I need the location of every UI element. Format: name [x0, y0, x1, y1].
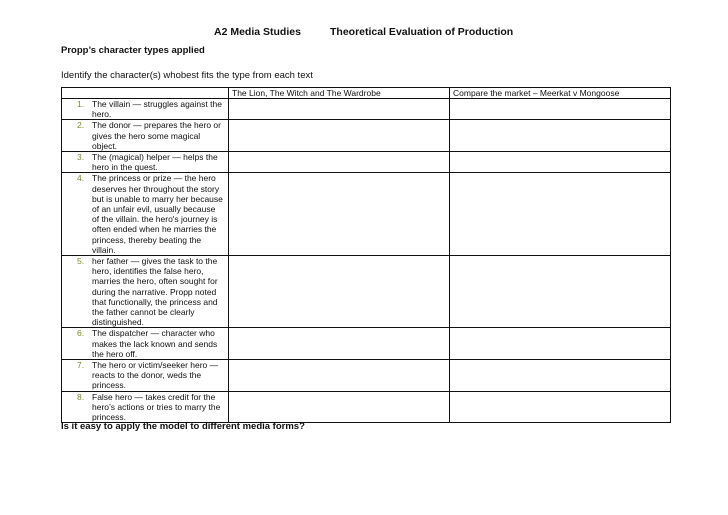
character-type-cell [62, 328, 229, 360]
list-number: 8. [77, 391, 85, 402]
answer-cell-meerkat[interactable] [450, 328, 671, 360]
character-type-cell [62, 152, 229, 173]
character-type-cell [62, 256, 229, 328]
table-row [62, 173, 671, 256]
table-row [62, 391, 671, 423]
answer-cell-lion[interactable] [229, 152, 450, 173]
table-row [62, 120, 671, 152]
character-type-text: The villain — struggles against the hero. [92, 99, 222, 120]
answer-cell-lion[interactable] [229, 173, 450, 256]
character-type-text: False hero — takes credit for the hero’s actions or tries to marry the princess. [92, 391, 221, 423]
answer-cell-meerkat[interactable] [450, 256, 671, 328]
answer-cell-lion[interactable] [229, 360, 450, 392]
column-header-types [62, 88, 229, 99]
answer-cell-lion[interactable] [229, 328, 450, 360]
table-row [62, 360, 671, 392]
instruction-text: Identify the character(s) whobest fits the type from each text [61, 70, 313, 81]
answer-cell-meerkat[interactable] [450, 173, 671, 256]
answer-cell-lion[interactable] [229, 120, 450, 152]
character-type-text: The (magical) helper — helps the hero in the quest. [92, 152, 218, 173]
character-type-cell [62, 173, 229, 256]
document-title: Theoretical Evaluation of Production [330, 26, 514, 38]
character-type-cell [62, 120, 229, 152]
column-header-compare-the-market: Compare the market – Meerkat v Mongoose [450, 88, 671, 99]
character-type-text: her father — gives the task to the hero, identifies the false hero, marries the hero, often sought for during the narrative. Propp noted that functionally, the princess and the father cannot be clearly distinguished. [92, 256, 218, 328]
course-title: A2 Media Studies [214, 26, 301, 38]
answer-cell-meerkat[interactable] [450, 99, 671, 120]
answer-cell-lion[interactable] [229, 99, 450, 120]
table-row [62, 99, 671, 120]
list-number: 4. [77, 173, 85, 184]
document-header [0, 26, 728, 40]
character-type-cell [62, 360, 229, 392]
list-number: 7. [77, 360, 85, 371]
character-type-cell [62, 99, 229, 120]
table-row [62, 328, 671, 360]
answer-cell-meerkat[interactable] [450, 152, 671, 173]
character-type-text: The donor — prepares the hero or gives the hero some magical object. [92, 120, 221, 151]
answer-cell-meerkat[interactable] [450, 391, 671, 423]
table-header-row [62, 88, 671, 99]
answer-cell-lion[interactable] [229, 256, 450, 328]
table-row [62, 152, 671, 173]
section-subtitle: Propp’s character types applied [61, 45, 205, 56]
list-number: 5. [77, 256, 85, 267]
list-number: 3. [77, 152, 85, 163]
character-type-cell [62, 391, 229, 423]
discussion-question: Is it easy to apply the model to different media forms? [61, 421, 305, 432]
answer-cell-meerkat[interactable] [450, 360, 671, 392]
list-number: 6. [77, 328, 85, 339]
table-row [62, 256, 671, 328]
list-number: 2. [77, 120, 85, 131]
answer-cell-meerkat[interactable] [450, 120, 671, 152]
character-type-text: The princess or prize — the hero deserves her throughout the story but is unable to marry her because of an unfair evil, usually because of the villain. the hero's journey is often ended when he marries the princess, thereby beating the villain. [92, 173, 223, 255]
character-types-table [61, 87, 671, 423]
character-type-text: The dispatcher — character who makes the lack known and sends the hero off. [92, 328, 218, 359]
column-header-lion-witch-wardrobe: The Lion, The Witch and The Wardrobe [229, 88, 450, 99]
answer-cell-lion[interactable] [229, 391, 450, 423]
character-type-text: The hero or victim/seeker hero — reacts to the donor, weds the princess. [92, 360, 219, 391]
list-number: 1. [77, 99, 85, 109]
